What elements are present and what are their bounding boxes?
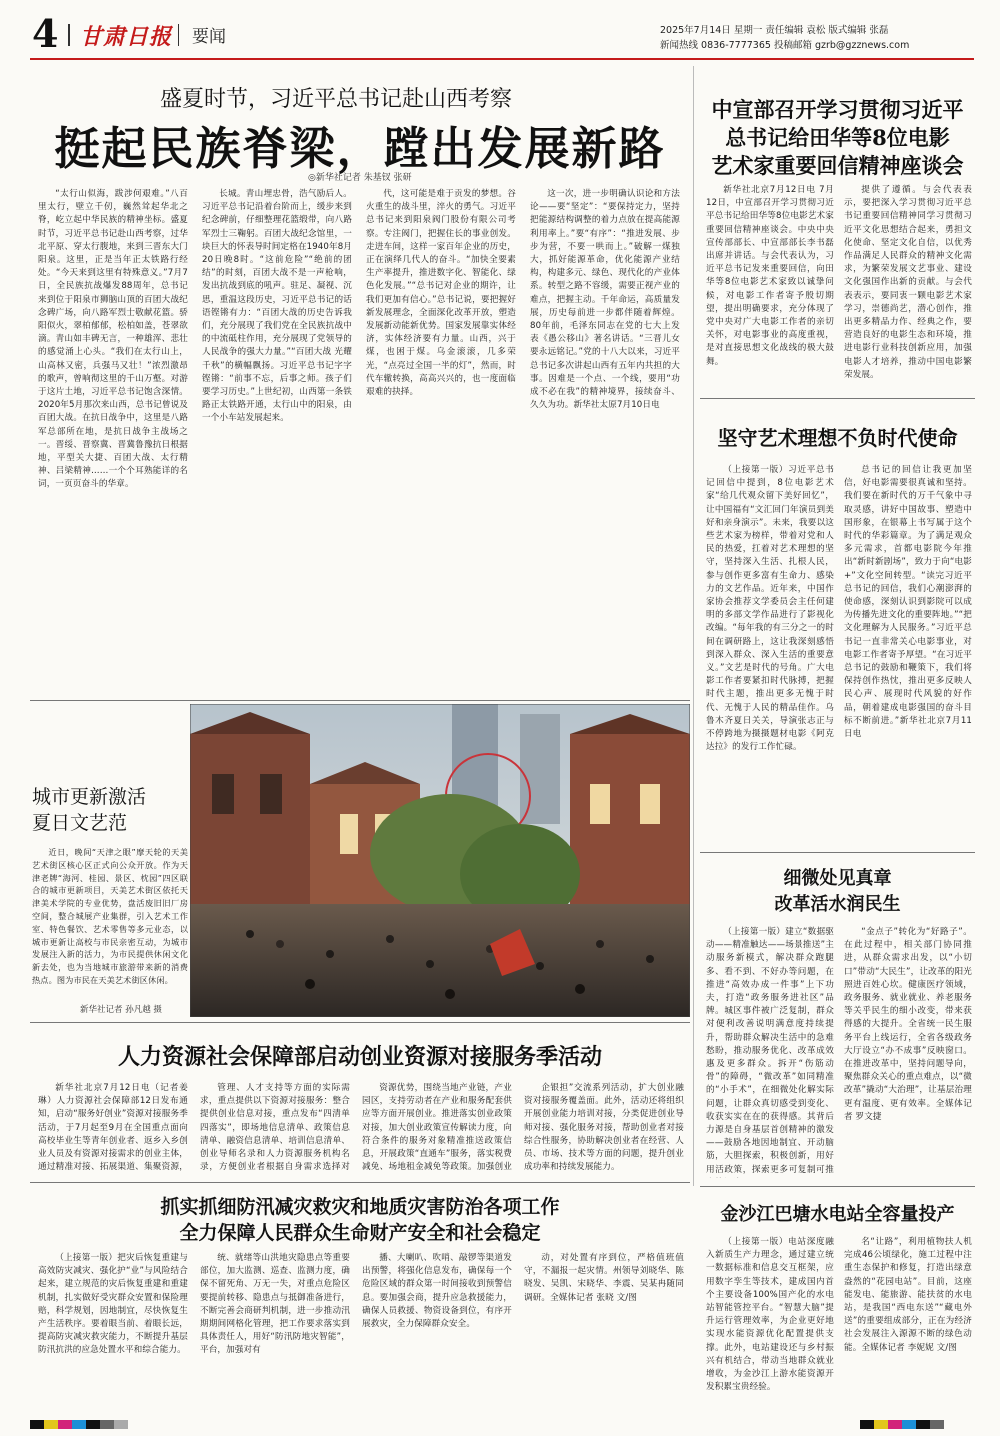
hr-col-1: 新华社北京7月12日电（记者姜琳）人力资源社会保障部12日发布通知，启动“服务好创业”资源对接服务季活动，于7月起至9月在全国重点面向高校毕业生等青年创业者、返乡入乡创业人员及有资源对接需求的创业主体，通过精准对接、拓展渠道、集聚资源， <box>38 1083 188 1173</box>
feature-credit: 新华社记者 孙凡越 摄 <box>80 1005 162 1015</box>
dam-col-2: 名“让路”，利用植物扶人机完成46公顷绿化，施工过程中注重生态保护和修复，打造出绿意盎然的“花园电站”。目前，这座能发电、能旅游、能扶贫的水电站，是我国“西电东送”“藏电外送”的重要组成部分，正在为经济社会发展注入源源不断的绿色动能。全媒体记者 李妮妮 文/图 <box>844 1237 972 1353</box>
flood-col-2: 统、就绪等山洪地灾隐患点等重要部位，加大监测、巡查、监测力度，确保不留死角、万无一失，对重点危险区要提前转移、隐患点与抵御准备进行，不断完善会商研判机制，进一步推动汛期期间网格化管理，把工作要求落实到具体责任人，用好“防汛防地灾智能”，平台，加强对有 <box>200 1253 350 1356</box>
side-top-headline-2: 总书记给田华等8位电影 <box>725 125 950 150</box>
section-name: 要闻 <box>192 27 226 47</box>
side-low-col-2: “金点子”转化为“好路子”。在此过程中，相关部门协同推进，从群众需求出发，以“小切口”带动“大民生”，让改革的阳光照进百姓心坎。健康医疗领域，政务服务、就业就业、养老服务等关乎民生的细小改变，带来获得感的大提升。全省统一民生服务平台上线运行，全省各级政务大厅设立“办不成事”反映窗口。在推进改革中，坚持问题导向，聚焦群众关心的重点难点，以“微改革”撬动“大治理”，让基层治理更有温度、更有效率。全媒体记者 罗文捷 <box>844 927 972 1122</box>
flood-col-1: （上接第一版）把灾后恢复重建与高效防灾减灾、强化护“业”与风险结合起来，建立规范的灾后恢复重建和重建机制，扎实做好受灾群众安置和保险理赔，科学规划，因地制宜，尽快恢复生产生活秩序。要着眼当前、着眼长远，提高防灾减灾救灾能力，不断提升基层防汛抗洪的应急处置水平和综合能力。 <box>38 1253 188 1356</box>
flood-divider-top <box>30 1182 690 1183</box>
header-divider <box>68 24 70 46</box>
side-divider-2 <box>700 852 975 853</box>
hr-headline: 人力资源社会保障部启动创业资源对接服务季活动 <box>117 1044 602 1070</box>
side-low-col-1: （上接第一版）建立“数据驱动——精准触达——场景推送”主动服务新模式，解决群众跑腿多、看不到、不好办等问题，在推进“高效办成一件事”上下功夫，打造“政务服务进社区”品牌。城区事件被广泛复制，群众对便利改善说明满意度持续提升，帮助群众解决生活中的急难愁盼，推动服务优化、改革成效惠及更多群众。拆开“伤筋动骨”的障碍，“微改革”如同精准的“小手术”，在细微处化解实际问题，让群众真切感受到变化、收获实实在在的获得感。其背后力源是自身基层首创精神的激发——鼓励各地因地制宜、开动脑筋，大胆探索，积极创新，用好用活政策，探索更多可复制可推 <box>706 927 834 1175</box>
side-top-col-2: 提供了遵循。与会代表表示，要把深入学习贯彻习近平总书记重要回信精神同学习贯彻习近平文化思想结合起来，勇担文化使命、坚定文化自信，以优秀作品满足人民群众的精神文化需求，为繁荣发展文艺事业、建设文化强国作出新的贡献。与会代表表示，要同衷一颗电影艺术家学习，崇德尚艺，潜心创作，推出更多精品力作、经典之作，要营造良好的电影生态和环境，推进电影行业科技创新应用，加强电影人才培养，推动中国电影繁荣发展。 <box>844 185 972 380</box>
hr-col-4: 企银担”交流系列活动，扩大创业融资对接服务覆盖面。此外，活动还将组织开展创业能力培训对接，分类促进创业导师对接、强化服务对接，帮助创业者对接综合性服务，协助解决创业者在经营、人员、市场、技术等方面的问题，提升创业成功率和持续发展能力。 <box>524 1083 684 1173</box>
flood-headline-2: 全力保障人民群众生命财产安全和社会稳定 <box>179 1222 541 1244</box>
lead-col-3: 代，这可能是难于贡发的梦想。谷火重生的战斗里，淬火的勇气。习近平总书记来到阳泉阀门股份有限公司考察。专注阀门，把握住长的事业创发。走进车间，这样一家百年企业的历史，正在演绎几代人的奋斗。“加快全要素生产率提升，推进数字化、智能化、绿色化发展。”“总书记对企业的期许，让我们更加有信心。”总书记说，要把握好新发展理念，全面深化改革开放，塑造发展新动能新优势。国家发展靠实体经济，实体经济要有力量。山西，兴于煤，也困于煤。乌金滚滚，几多荣光，“点亮过全国一半的灯”，然而，时代车辙转换，高高兴兴的，也一度面临艰难的抉择。 <box>366 189 516 398</box>
print-color-bar-right <box>860 1414 980 1424</box>
page-number: 4 <box>32 11 59 56</box>
lead-col-2: 长城。青山埋忠骨，浩气励后人。习近平总书记沿着台阶而上，缓步来到纪念碑前，仔细整理花篮缎带，向八路军烈士三鞠躬。百团大战纪念馆里，一块巨大的怀表导时间定格在1940年8月20日晚8时。“这前危险”“绝前的团结”的时刻，百团大战不是一声枪响，发出抗战到底的吼声。驻足、凝视、沉思，重温这段历史，习近平总书记的话语铿锵有力：“百团大战的历史告诉我们，充分展现了我们党在全民族抗战中的中流砥柱作用，充分展现了党领导的人民战争的强大力量。”“百团大战 光耀千秋”的横幅飘扬。习近平总书记字字铿锵：“前事不忘，后事之师。孩子们要学习历史。”上世纪初，山西第一条铁路正太铁路开通，太行山中的阳泉，由一个小车站发展起来。 <box>202 189 352 424</box>
side-low-story <box>700 854 975 1184</box>
header-rule <box>30 58 974 60</box>
dam-divider-top <box>700 1186 975 1187</box>
header-divider-2 <box>178 24 179 46</box>
lead-col-1: “太行山似海，跋涉何艰难。”八百里太行，壁立千仞，巍然耸起华北之脊，屹立起中华民族的精神坐标。盛夏时节，习近平总书记赴山西考察，过华北平原、穿太行腹地，来到三晋东大门阳泉。这里，正是当年正太铁路行经处。“今天来到这里有特殊意义。”7月7日，全民族抗战爆发88周年，总书记来到位于阳泉市狮脑山顶的百团大战纪念碑广场，向八路军烈士敬献花篮。骄阳似火，翠柏郁郁，松柏如盖，苍翠欲滴。青山如丰碑无言，一种雄浑、悲壮的感觉涌上心头。“我们在太行山上，山高林又密，兵强马又壮！”浓烈激昂的歌声，曾响彻这里的千山万壑。对游于这片土地，习近平总书记饱含深情。2020年5月那次来山西，总书记曾说及百团大战。在抗日战争中，这里是八路军总部所在地，是抗日战争主战场之一。晋绥、晋察冀、晋冀鲁豫抗日根据地，平型关大捷、百团大战、太行精神、吕梁精神……一个个耳熟能详的名词，一页页奋斗的华章。 <box>38 189 188 490</box>
side-mid-col-2: 总书记的回信让我更加坚信，好电影需要很真诚和坚持。我们要在新时代的万千气象中寻取灵感，讲好中国故事、塑造中国形象，在银幕上书写属于这个时代的华彩篇章。为了满足观众多元需求，首都电影院今年推出“新时新剧场”，致力于向“电影+”文化空间转型。“读完习近平总书记的回信，我们心潮澎湃的使命感，深刻认识到影院可以成为传播先进文化的重要阵地。”“把文化理解为人民服务。”习近平总书记一直非常关心电影事业，对电影工作者寄予厚望。“在习近平总书记的鼓励和鞭策下，我们将保持创作热忱，推出更多反映人民心声、展现时代风貌的好作品，朝着建成电影强国的奋斗目标不断前进。”新华社北京7月11日电 <box>844 465 972 740</box>
feature-title-1: 城市更新激活 <box>32 786 147 808</box>
lead-kicker: 盛夏时节，习近平总书记赴山西考察 <box>160 87 513 112</box>
feature-photo <box>190 704 690 1017</box>
side-mid-story <box>700 400 975 850</box>
hr-col-3: 资源优势，围绕当地产业链，产业园区，支持劳动者在产业和服务配套供应等方面开展创业。推进落实创业政策对接，加大创业政策宣传解读力度，向符合条件的服务对象精准推送政策信息，开展政策“直通车”服务，落实税费减免、场地租金减免等政策。加强创业 <box>362 1083 512 1173</box>
masthead <box>0 0 1000 62</box>
lead-byline: ◎新华社记者 朱基钗 张研 <box>308 173 412 183</box>
flood-col-4: 动，对处置有序到位，严格值班值守，不漏报一起灾情。州领导刘晓华、陈晓发、吴凯、宋晓华、李震、吴某冉随同调研。全媒体记者 张晓 文/图 <box>524 1253 684 1303</box>
paper-name: 甘肃日报 <box>80 24 173 50</box>
flood-headline-1: 抓实抓细防汛减灾救灾和地质灾害防治各项工作 <box>160 1196 560 1218</box>
side-top-headline-1: 中宣部召开学习贯彻习近平 <box>711 97 964 122</box>
feature-title-2: 夏日文艺范 <box>32 812 128 834</box>
side-low-headline-1: 细微处见真章 <box>783 868 892 889</box>
side-top-headline-3: 艺术家重要回信精神座谈会 <box>711 153 964 178</box>
hr-col-2: 管理、人才支持等方面的实际需求，重点提供以下资源对接服务：整合提供创业信息对接，重点发布“四清单四落实”，即场地信息清单、政策信息清单、融资信息清单、培训信息清单、创业导师名录和人力资源服务机构名录，方便创业者根据自身需求选择对 <box>200 1083 350 1173</box>
side-mid-col-1: （上接第一版）习近平总书记回信中提到，8位电影艺术家“给几代观众留下美好回忆”，让中国福有“文汇回门年演员到美好和亲身演示”。未来，我要以这些艺术家为榜样，带着对党和人民的热爱，扛着对艺术理想的坚守，坚持深入生活、扎根人民，参与创作更多富有生命力、感染力的文艺作品。近年来，中国作家协会推荐文学委员会主任何建明的多部文学作品进行了影视化改编。“每年我的有三分之一的时间在调研路上，这让我深刻感悟到深入群众、深入生活的重要意义。”文艺是时代的号角。广大电影工作者要紧扣时代脉搏，把握时代主题，推出更多无愧于时代、无愧于人民的精品佳作。乌鲁木齐夏日关关，导演张志正与不停跨地为摄摄题材电影《阿克达拉》的发行工作忙碌。 <box>706 465 834 753</box>
dam-col-1: （上接第一版）电站深度融入新质生产力理念，通过建立统一数据标准和信息交互框架，应用数字孪生等技术，建成国内首个主要设备100%国产化的水电站智能管控平台。“智慧大脑”提升运行管理效率，为企业更好地实现水能资源优化配置提供支撑。此外，电站建设还与乡村振兴有机结合，带动当地群众就业增收，为金沙江上游水能资源开发积累宝贵经验。 <box>706 1237 834 1393</box>
side-divider-1 <box>700 398 975 399</box>
flood-col-3: 播、大喇叭、吹哨、敲锣等渠道发出预警，将强化信息发布，确保每一个危险区域的群众第一时间接收到预警信息。要加强会商，提升应急救援能力，确保人员救援、物资设备到位，有序开展救灾，全力保障群众安全。 <box>362 1253 512 1330</box>
date-line: 2025年7月14日 星期一 责任编辑 袁松 版式编辑 张磊 <box>660 25 889 36</box>
hr-divider-top <box>30 1022 690 1023</box>
feature-divider-top <box>30 700 690 701</box>
print-color-bar <box>30 1414 974 1424</box>
dam-headline: 金沙江巴塘水电站全容量投产 <box>720 1204 955 1225</box>
feature-caption: 近日，晚间“天津之眼”摩天轮的天美艺术街区核心区正式向公众开放。作为天津老牌“海河、桂园、景区、枕园”四区联合的城市更新项目，天美艺术街区依托天津美术学院的专业优势，盘活废旧旧厂房空间，整合城展产业集群，引入艺术工作室、特色餐饮、艺术零售等多元业态，以城市更新让高校与市民亲密互动，为城市发展注入新的活力，为市民提供休闲文化新去处，也为当地城市旅游带来新的消费热点。图为市民在天美艺术街区休闲。 <box>32 847 188 985</box>
main-vertical-rule <box>693 66 694 1186</box>
side-mid-headline: 坚守艺术理想不负时代使命 <box>717 426 958 450</box>
side-top-story <box>700 66 975 396</box>
side-low-headline-2: 改革活水润民生 <box>774 894 901 915</box>
feature-photo-image <box>190 704 690 1017</box>
side-top-col-1: 新华社北京7月12日电 7月12日，中宣部召开学习贯彻习近平总书记给田华等8位电影艺术家重要回信精神座谈会。中央中央宣传部部长、中宣部部长李书磊出席并讲话。与会代表认为，习近平总书记发来重要回信，向田华等8位电影艺术家致以诚挚问候，对电影工作者寄予殷切期望，提出明确要求，充分体现了党中央对广大电影工作者的亲切关怀，对电影事业的高度重视，是对直接思想文化战线的极大鼓舞。 <box>706 185 834 367</box>
lead-story <box>30 66 690 706</box>
lead-headline: 挺起民族脊梁，蹚出发展新路 <box>54 122 666 175</box>
lead-col-4: 这一次，进一步明确认识论和方法论——要“坚定”：“要保持定力，坚持把能源结构调整的着力点放在提高能源利用率上。”要“有序”：“推进发展、步步为营，不要一哄而上。”破解一煤独大，抓好能源革命，优化能源产业结构，构建多元、绿色、现代化的产业体系。转型之路不容缓，需要正视产业的难点，把握主动。千年命运，高质量发展，历史每前进一步都伴随着辉煌。80年前，毛泽东同志在党的七大上发表《愚公移山》著名讲话。“三晋儿女要永远铭记。”党的十八大以来，习近平总书记多次讲起山西有五年内共担的大事。因难是一个点、一个线，要用“功成不必在我”的精神境界，接续奋斗、久久为功。新华社太原7月10日电 <box>530 189 680 411</box>
hotline: 新闻热线 0836-7777365 投稿邮箱 gzrb@gzznews.com <box>660 40 910 51</box>
